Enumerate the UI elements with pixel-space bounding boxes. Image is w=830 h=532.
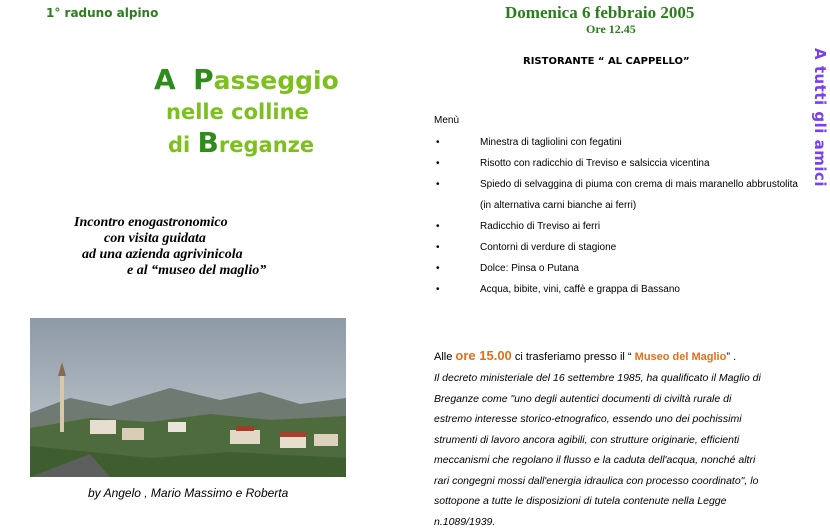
title-line-3: di Breganze (168, 127, 360, 161)
decree-line: estremo interesse storico-etnografico, essendo uno dei pochissimi (434, 409, 804, 430)
decree-line: n.1089/1939. (434, 512, 804, 532)
intro-line: Incontro enogastronomico (74, 215, 228, 231)
menu-item: • Risotto con radicchio di Treviso e salsiccia vicentina (434, 153, 804, 174)
menu-item: • Spiedo di selvaggina di piuma con crema di mais maranello abbrustolita (in alternativa carni bianche ai ferri) (434, 174, 804, 216)
side-vertical-greeting: A tutti gli amici (799, 48, 829, 218)
decree-line: Breganze come "uno degli autentici documenti di civiltà rurale di (434, 389, 804, 410)
decree-line: strumenti di lavoro ancora agibili, con strutture originarie, efficienti (434, 430, 804, 451)
event-time: Ore 12.45 (586, 22, 636, 37)
decree-paragraph (434, 368, 804, 532)
landscape-photo (30, 318, 346, 477)
event-date: Domenica 6 febbraio 2005 (505, 3, 694, 23)
intro-line: ad una azienda agrivinicola (82, 247, 243, 263)
decree-line: meccanismi che regolano il flusso e la caduta dell'acqua, nonché altri (434, 450, 804, 471)
menu-list (434, 132, 804, 300)
poster-title (130, 64, 360, 161)
decree-line: rari congegni mossi dall'energia idraulica con processo coordinato", lo (434, 471, 804, 492)
museum-name: Museo del Maglio (635, 351, 727, 363)
decree-line: sottopone a tutte le disposizioni di tutela contenute nella Legge (434, 491, 804, 512)
landscape-photo-image (30, 318, 346, 477)
decree-line: Il decreto ministeriale del 16 settembre 1985, ha qualificato il Maglio di (434, 368, 804, 389)
menu-item: • Contorni di verdure di stagione (434, 237, 804, 258)
intro-line: e al “museo del maglio” (127, 263, 266, 279)
title-line-2: nelle colline (166, 97, 360, 127)
transfer-time: ore 15.00 (455, 348, 511, 363)
transfer-line: Alle ore 15.00 ci trasferiamo presso il “ Museo del Maglio” . (434, 348, 736, 363)
menu-item: • Acqua, bibite, vini, caffè e grappa di Bassano (434, 279, 804, 300)
menu-title: Menù (434, 115, 459, 126)
menu-item: • Radicchio di Treviso ai ferri (434, 216, 804, 237)
menu-item: • Dolce: Pinsa o Putana (434, 258, 804, 279)
event-subtitle: 1° raduno alpino (46, 6, 158, 20)
intro-line: con visita guidata (104, 231, 206, 247)
title-line-1: A Passeggio (154, 64, 360, 97)
restaurant-name: RISTORANTE “ AL CAPPELLO” (523, 56, 690, 67)
photo-caption: by Angelo , Mario Massimo e Roberta (88, 486, 288, 500)
menu-item: • Minestra di tagliolini con fegatini (434, 132, 804, 153)
